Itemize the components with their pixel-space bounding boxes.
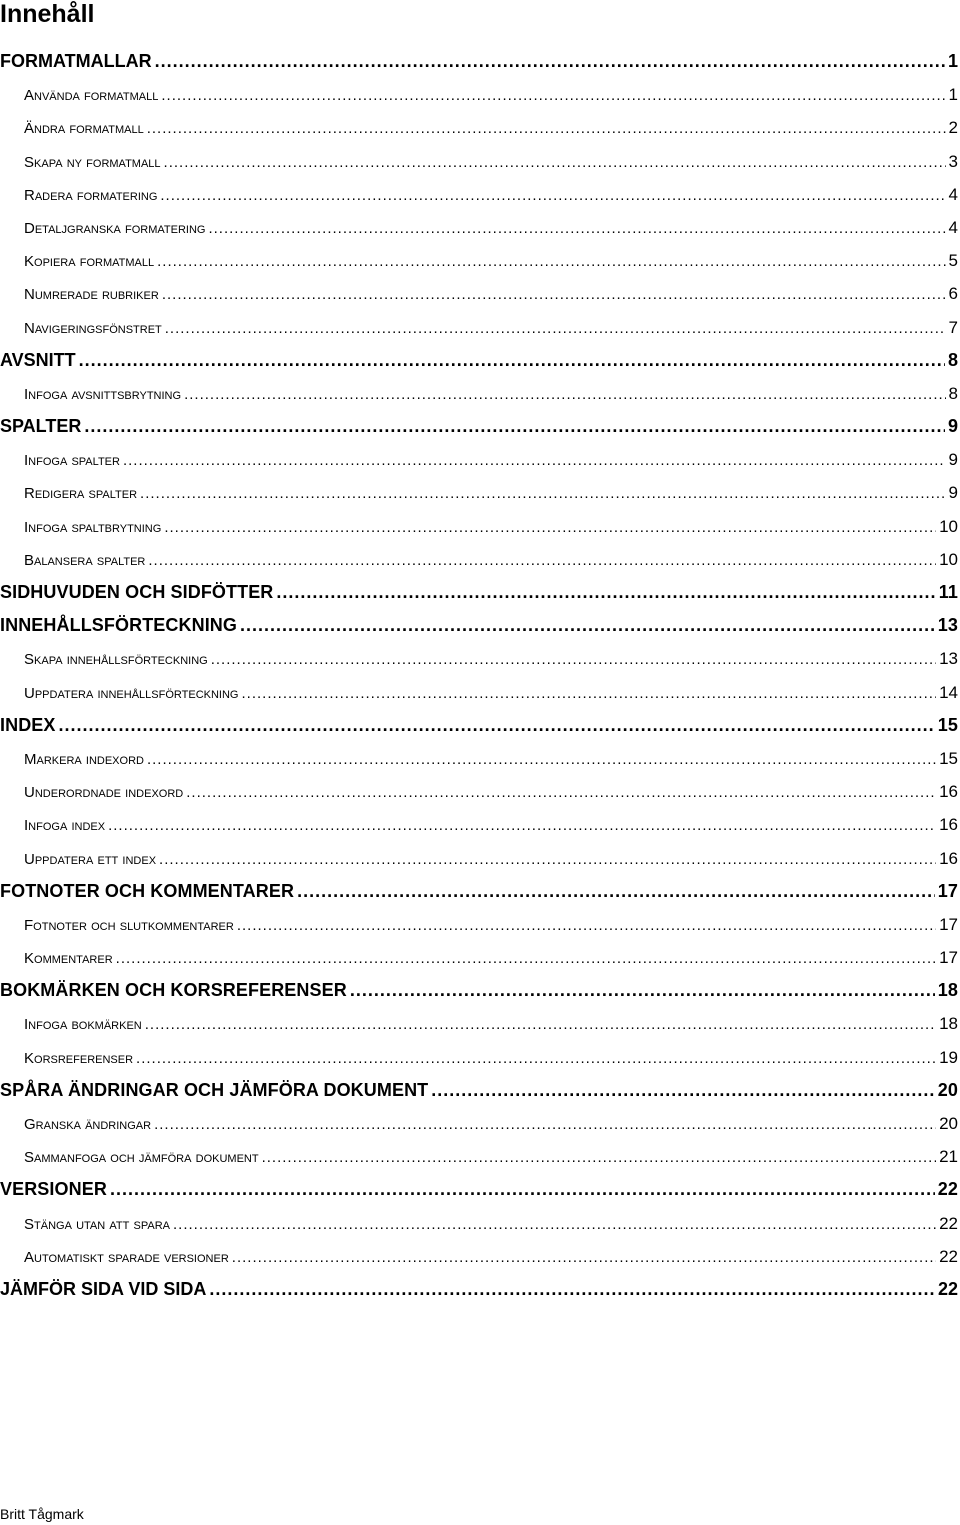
toc-entry-subheading[interactable]	[0, 642, 958, 675]
toc-entry-heading[interactable]	[0, 576, 958, 609]
toc-dot-leader	[186, 776, 936, 808]
toc-dot-leader	[232, 1241, 936, 1273]
toc-entry-heading[interactable]	[0, 410, 958, 443]
toc-dot-leader	[431, 1074, 935, 1107]
toc-entry-subheading[interactable]	[0, 1207, 958, 1240]
toc-dot-leader	[208, 212, 945, 244]
toc-dot-leader	[241, 677, 936, 709]
toc-entry-heading[interactable]	[0, 1074, 958, 1107]
toc-entry-title: Uppdatera ett index	[24, 850, 157, 868]
toc-entry-subheading[interactable]	[0, 1041, 958, 1074]
toc-page-number: 11	[938, 582, 958, 602]
toc-entry-subheading[interactable]	[0, 111, 958, 144]
toc-page-number: 16	[939, 815, 958, 835]
toc-entry-heading[interactable]	[0, 45, 958, 78]
toc-page-number: 3	[948, 151, 958, 171]
toc-entry-title: Infoga bokmärken	[24, 1016, 142, 1034]
toc-entry-subheading[interactable]	[0, 1007, 958, 1040]
toc-entry-heading[interactable]	[0, 974, 958, 1007]
toc-entry-title: Granska ändringar	[24, 1116, 152, 1133]
toc-entry-title: Sammanfoga och jämföra dokument	[24, 1149, 259, 1167]
toc-page-number: 22	[937, 1179, 958, 1200]
toc-entry-title: SPÅRA ÄNDRINGAR OCH JÄMFÖRA DOKUMENT	[0, 1079, 429, 1100]
toc-dot-leader	[173, 1208, 936, 1240]
toc-dot-leader	[262, 1141, 937, 1173]
toc-entry-title: Skapa ny formatmall	[24, 153, 161, 171]
toc-entry-title: Uppdatera innehållsförteckning	[24, 684, 239, 702]
toc-entry-subheading[interactable]	[0, 244, 958, 277]
toc-page-number: 10	[939, 516, 958, 536]
table-of-contents	[0, 45, 958, 1306]
toc-entry-subheading[interactable]	[0, 808, 958, 841]
toc-entry-subheading[interactable]	[0, 78, 958, 111]
toc-entry-subheading[interactable]	[0, 510, 958, 543]
toc-entry-subheading[interactable]	[0, 178, 958, 211]
toc-page-number: 15	[939, 748, 958, 768]
toc-dot-leader	[164, 511, 936, 543]
toc-page-number: 20	[937, 1079, 958, 1100]
toc-entry-subheading[interactable]	[0, 277, 958, 310]
toc-page-number: 9	[947, 416, 958, 437]
toc-dot-leader	[84, 410, 945, 443]
toc-page-number: 22	[939, 1246, 958, 1266]
toc-dot-leader	[79, 344, 945, 377]
toc-page-number: 19	[939, 1047, 958, 1067]
toc-dot-leader	[136, 1042, 936, 1074]
toc-entry-heading[interactable]	[0, 875, 958, 908]
toc-page-number: 22	[939, 1213, 958, 1233]
toc-entry-title: SPALTER	[0, 416, 82, 437]
toc-entry-subheading[interactable]	[0, 145, 958, 178]
toc-page-number: 9	[948, 483, 958, 503]
toc-entry-title: Radera formatering	[24, 186, 158, 204]
toc-dot-leader	[116, 942, 936, 974]
toc-entry-subheading[interactable]	[0, 211, 958, 244]
toc-entry-subheading[interactable]	[0, 543, 958, 576]
toc-entry-subheading[interactable]	[0, 311, 958, 344]
toc-page-number: 22	[937, 1278, 958, 1299]
toc-dot-leader	[276, 576, 935, 609]
toc-entry-title: Redigera spalter	[24, 485, 138, 503]
toc-entry-subheading[interactable]	[0, 908, 958, 941]
toc-entry-title: Infoga index	[24, 817, 106, 835]
toc-dot-leader	[145, 1008, 936, 1040]
toc-page-number: 5	[948, 251, 958, 271]
toc-dot-leader	[209, 1273, 935, 1306]
toc-dot-leader	[160, 179, 945, 211]
toc-page-number: 7	[948, 317, 958, 337]
toc-dot-leader	[240, 609, 935, 642]
page-title: Innehåll	[0, 0, 95, 28]
toc-page-number: 21	[939, 1147, 958, 1167]
toc-entry-title: Kommentarer	[24, 950, 113, 968]
toc-entry-title: Infoga spaltbrytning	[24, 518, 162, 536]
toc-entry-subheading[interactable]	[0, 941, 958, 974]
toc-dot-leader	[159, 843, 936, 875]
toc-entry-title: BOKMÄRKEN OCH KORSREFERENSER	[0, 980, 347, 1001]
toc-entry-subheading[interactable]	[0, 1140, 958, 1173]
toc-entry-subheading[interactable]	[0, 1240, 958, 1273]
toc-page-number: 9	[948, 450, 958, 470]
toc-entry-title: Underordnade indexord	[24, 784, 184, 802]
toc-entry-subheading[interactable]	[0, 775, 958, 808]
toc-dot-leader	[147, 112, 946, 144]
toc-page-number: 10	[939, 549, 958, 569]
toc-entry-title: Balansera spalter	[24, 551, 146, 569]
toc-page-number: 4	[948, 184, 958, 204]
toc-entry-heading[interactable]	[0, 709, 958, 742]
toc-page-number: 18	[937, 980, 958, 1001]
toc-entry-title: Markera indexord	[24, 750, 144, 768]
toc-page-number: 17	[937, 880, 958, 901]
toc-entry-title: Numrerade rubriker	[24, 286, 159, 304]
toc-dot-leader	[162, 278, 946, 310]
toc-page-number: 16	[939, 782, 958, 802]
toc-page-number: 8	[947, 349, 958, 370]
toc-dot-leader	[154, 1108, 936, 1140]
toc-page-number: 20	[939, 1114, 958, 1133]
toc-dot-leader	[59, 709, 935, 742]
toc-entry-title: Navigeringsfönstret	[24, 319, 162, 337]
toc-page-number: 17	[939, 914, 958, 934]
toc-entry-title: Kopiera formatmall	[24, 253, 155, 271]
toc-page-number: 13	[939, 649, 958, 669]
toc-entry-title: Detaljgranska formatering	[24, 219, 206, 237]
toc-entry-title: AVSNITT	[0, 349, 76, 370]
toc-entry-title: Infoga avsnittsbrytning	[24, 385, 182, 403]
toc-entry-title: JÄMFÖR SIDA VID SIDA	[0, 1278, 207, 1299]
toc-entry-subheading[interactable]	[0, 842, 958, 875]
toc-page-number: 16	[939, 848, 958, 868]
toc-entry-subheading[interactable]	[0, 676, 958, 709]
toc-dot-leader	[165, 312, 946, 344]
toc-entry-title: SIDHUVUDEN OCH SIDFÖTTER	[0, 582, 274, 602]
toc-dot-leader	[157, 245, 945, 277]
toc-entry-heading[interactable]	[0, 1173, 958, 1206]
toc-page-number: 8	[948, 383, 958, 403]
toc-entry-title: VERSIONER	[0, 1179, 107, 1200]
toc-dot-leader	[155, 45, 945, 78]
toc-page-number: 18	[939, 1014, 958, 1034]
toc-page-number: 13	[937, 615, 958, 636]
toc-dot-leader	[211, 643, 936, 675]
toc-entry-title: Fotnoter och slutkommentarer	[24, 916, 234, 934]
toc-entry-title: Ändra formatmall	[24, 120, 144, 138]
toc-entry-title: Använda formatmall	[24, 87, 159, 105]
toc-page-number: 4	[948, 217, 958, 237]
toc-entry-title: Korsreferenser	[24, 1049, 134, 1067]
toc-dot-leader	[184, 378, 945, 410]
toc-dot-leader	[123, 444, 946, 476]
toc-dot-leader	[140, 477, 946, 509]
toc-page-number: 6	[948, 284, 958, 304]
toc-page-number: 1	[947, 51, 958, 71]
toc-page-number: 14	[939, 682, 958, 702]
toc-dot-leader	[110, 1173, 935, 1206]
toc-dot-leader	[164, 146, 946, 178]
toc-entry-title: Stänga utan att spara	[24, 1215, 170, 1233]
toc-entry-title: FORMATMALLAR	[0, 51, 152, 71]
toc-entry-heading[interactable]	[0, 344, 958, 377]
toc-entry-title: INNEHÅLLSFÖRTECKNING	[0, 615, 237, 636]
toc-dot-leader	[147, 743, 936, 775]
toc-page-number: 15	[937, 714, 958, 735]
toc-entry-subheading[interactable]	[0, 377, 958, 410]
toc-dot-leader	[297, 875, 935, 908]
toc-entry-title: Infoga spalter	[24, 452, 120, 470]
toc-page-number: 17	[939, 948, 958, 968]
toc-entry-subheading[interactable]	[0, 443, 958, 476]
toc-dot-leader	[148, 544, 936, 576]
toc-entry-subheading[interactable]	[0, 1107, 958, 1140]
toc-entry-title: Skapa innehållsförteckning	[24, 651, 208, 669]
toc-entry-title: FOTNOTER OCH KOMMENTARER	[0, 880, 295, 901]
toc-entry-subheading[interactable]	[0, 742, 958, 775]
toc-entry-heading[interactable]	[0, 609, 958, 642]
toc-dot-leader	[350, 974, 935, 1007]
toc-dot-leader	[161, 79, 945, 111]
page-footer: Britt Tågmark	[0, 1506, 84, 1522]
toc-entry-title: Automatiskt sparade versioner	[24, 1248, 229, 1266]
toc-page-number: 2	[948, 118, 958, 138]
toc-dot-leader	[237, 909, 936, 941]
toc-entry-heading[interactable]	[0, 1273, 958, 1306]
toc-entry-subheading[interactable]	[0, 476, 958, 509]
toc-entry-title: INDEX	[0, 714, 56, 735]
toc-dot-leader	[108, 809, 936, 841]
toc-page-number: 1	[948, 85, 958, 105]
